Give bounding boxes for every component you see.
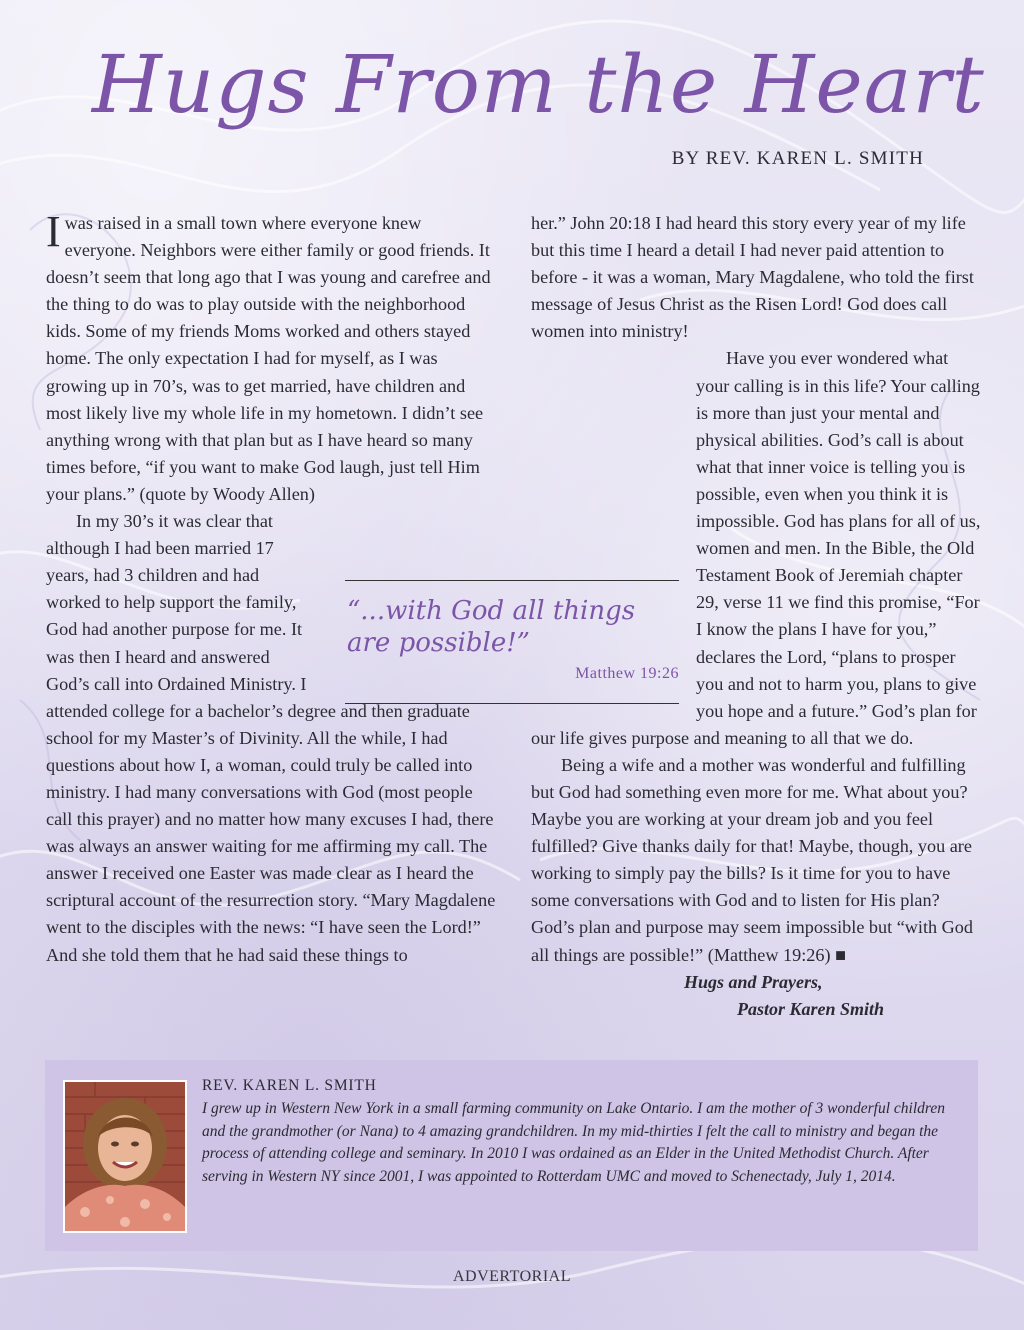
author-byline: BY REV. KAREN L. SMITH [671,148,924,169]
article-paragraph-text: was raised in a small town where everyone knew everyone. Neighbors were either family or good friends. It doesn’t seem that long ago that I was young and carefree and the thing to do was to play outside with the neighborhood kids. Some of my friends Moms worked and others stayed home. The only expectation I had for myself, as I was growing up in 70’s, was to get married, have children and most likely live my whole life in my hometown. I didn’t see anything wrong with that plan but as I have heard so many times before, “if you want to make God laugh, just tell Him your plans.” (quote by Woody Allen) [46,213,491,504]
page-title: Hugs From the Heart [92,38,985,131]
article-paragraph [531,210,981,345]
article-paragraph-text: In my 30’s it was clear that although I had been married 17 years, had 3 children and had worked to help support the family, God had another purpose for me. It was then I heard and answered God’s call into Ordained Ministry. I attended college for a bachelor’s degree and then graduate school for my Master’s of Divinity. All the while, I had questions about how I, a woman, could truly be called into ministry. I had many conversations with God (most people call this prayer) and no matter how many excuses I had, there was always an answer waiting for me affirming my call. The answer I received one Easter was made clear as I heard the scriptural account of the resurrection story. “Mary Magdalene went to the disciples with the news: “I have seen the Lord!” And she told them that he had said these things to [46,511,496,965]
article-paragraph [531,752,981,969]
author-bio-box [45,1060,978,1251]
pullquote [345,580,679,704]
bio-author-name: REV. KAREN L. SMITH [202,1077,377,1094]
article-paragraph-text: her.” John 20:18 I had heard this story every year of my life but this time I heard a detail I had never paid attention to before - it was a woman, Mary Magdalene, who told the first message of Jesus Christ as the Risen Lord! God does call women into ministry! [531,213,974,342]
article-paragraph-text: Have you ever wondered what your calling is in this life? Your calling is more than just your mental and physical abilities. God’s call is about what that inner voice is telling you is possible, even when you think it is impossible. God has plans for all of us, women and men. In the Bible, the Old Testament Book of Jeremiah chapter 29, verse 11 we find this promise, “For I know the plans I have for you,” declares the Lord, “plans to prosper you and not to harm you, plans to give you hope and a future.” God’s plan for our life gives purpose and meaning to all that we do. [531,348,981,748]
signoff-greeting: Hugs and Prayers, [684,972,823,992]
advertorial-label: ADVERTORIAL [452,1268,571,1285]
article-paragraph [46,508,496,969]
bio-description: I grew up in Western New York in a small farming community on Lake Ontario. I am the mother of 3 wonderful children and the grandmother (or Nana) to 4 amazing grandchildren. In my mid-thirties I felt the call to ministry and began the process of attending college and seminary. In 2010 I was ordained as an Elder in the United Methodist Church. After serving in Western NY since 2001, I was appointed to Rotterdam UMC and moved to Schenectady, July 1, 2014. [202,1100,945,1185]
drop-cap: I [46,207,61,256]
article-paragraph [46,207,496,508]
signoff-name: Pastor Karen Smith [737,999,885,1019]
author-portrait-image [65,1082,185,1231]
pullquote-text: “...with God all things are possible!” [347,596,636,658]
author-photo [63,1080,187,1233]
article-paragraph-text: Being a wife and a mother was wonderful and fulfilling but God had something even more for me. What about you? Maybe you are working at your dream job and you feel fulfilled? Give thanks daily for that! Maybe, though, you are working to simply pay the bills? Is it time for you to have some conversations with God and to listen for His plan? God’s plan and purpose may seem impossible but “with God all things are possible!” (Matthew 19:26) ■ [531,754,973,965]
pullquote-citation: Matthew 19:26 [575,665,679,682]
